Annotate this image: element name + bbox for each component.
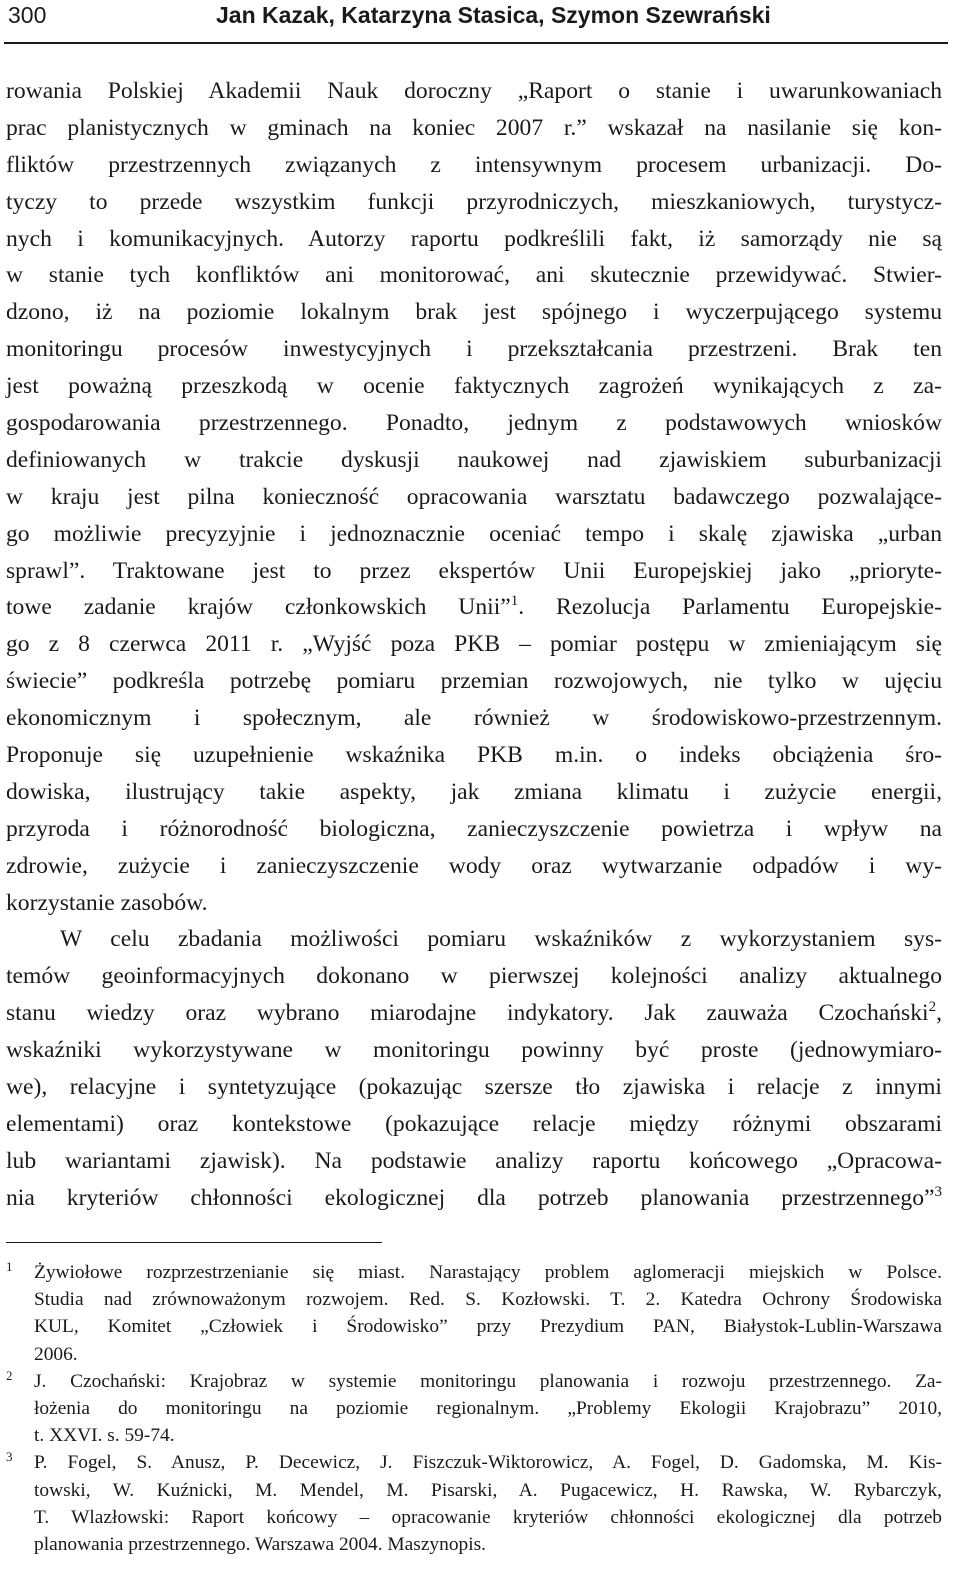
- text-line: tyczy to przede wszystkim funkcji przyrodniczych, mieszkaniowych, turystycz-: [6, 188, 942, 215]
- text-line: ekonomicznym i społecznym, ale również w środowiskowo-przestrzennym.: [6, 705, 942, 732]
- text-line: we), relacyjne i syntetyzujące (pokazując szersze tło zjawiska i relacje z innymi: [6, 1074, 942, 1101]
- footnotes: [6, 1259, 942, 1558]
- text-line: [6, 1180, 942, 1217]
- running-head-authors: Jan Kazak, Katarzyna Stasica, Szymon Szewrański: [216, 2, 771, 28]
- footnote-ref-3[interactable]: 3: [934, 1183, 942, 1200]
- footnote-line: J. Czochański: Krajobraz w systemie monitoringu planowania i rozwoju przestrzennego. Za-: [34, 1370, 942, 1392]
- text-fragment: nia kryteriów chłonności ekologicznej dla potrzeb planowania przestrzennego”: [6, 1184, 935, 1211]
- footnote-1: [6, 1259, 942, 1368]
- footnote-line: łożenia do monitoringu na poziomie regionalnym. „Problemy Ekologii Krajobrazu” 2010,: [34, 1397, 942, 1419]
- footnote-line: Żywiołowe rozprzestrzenianie się miast. Narastający problem aglomeracji miejskich w Polsce.: [34, 1262, 942, 1283]
- text-line: [6, 995, 942, 1032]
- text-line: go z 8 czerwca 2011 r. „Wyjść poza PKB – pomiar postępu w zmieniającym się: [6, 631, 942, 658]
- footnote-line: 2006.: [34, 1343, 78, 1365]
- text-line: sprawl”. Traktowane jest to przez ekspertów Unii Europejskiej jako „prioryte-: [6, 557, 942, 584]
- text-line: rowania Polskiej Akademii Nauk doroczny „Raport o stanie i uwarunkowaniach: [6, 78, 942, 104]
- text-line: wskaźniki wykorzystywane w monitoringu powinny być proste (jednowymiaro-: [6, 1037, 942, 1064]
- text-line: [6, 589, 942, 626]
- text-line: dowiska, ilustrujący takie aspekty, jak zmiana klimatu i zużycie energii,: [6, 778, 942, 805]
- page-header: [8, 0, 952, 38]
- text-line: dzono, iż na poziomie lokalnym brak jest spójnego i wyczerpującego systemu: [6, 299, 942, 326]
- text-line: przyroda i różnorodność biologiczna, zanieczyszczenie powietrza i wpływ na: [6, 815, 942, 842]
- footnote-line: t. XXVI. s. 59-74.: [34, 1425, 175, 1447]
- footnote-line: planowania przestrzennego. Warszawa 2004. Maszynopis.: [34, 1533, 486, 1555]
- header-rule: [4, 42, 948, 44]
- footnote-mark: 3: [6, 1449, 13, 1465]
- text-line: W celu zbadania możliwości pomiaru wskaźników z wykorzystaniem sys-: [60, 926, 942, 953]
- footnote-3: [6, 1449, 942, 1558]
- text-line: korzystanie zasobów.: [6, 889, 208, 916]
- text-fragment: towe zadanie krajów członkowskich Unii”: [6, 594, 511, 621]
- paragraph-1: [6, 73, 942, 921]
- footnote-mark: 2: [6, 1367, 13, 1383]
- footnote-ref-1[interactable]: 1: [510, 593, 519, 610]
- text-fragment: ,: [936, 1000, 942, 1027]
- text-line: definiowanych w trakcie dyskusji naukowej nad zjawiskiem suburbanizacji: [6, 446, 942, 473]
- main-text: [6, 73, 942, 1217]
- text-line: w kraju jest pilna konieczność opracowania warsztatu badawczego pozwalające-: [6, 483, 942, 510]
- text-line: Proponuje się uzupełnienie wskaźnika PKB m.in. o indeks obciążenia śro-: [6, 742, 942, 769]
- footnote-mark: 1: [6, 1259, 13, 1274]
- footnote-separator: [6, 1242, 382, 1243]
- text-line: lub wariantami zjawisk). Na podstawie analizy raportu końcowego „Opracowa-: [6, 1147, 942, 1174]
- footnote-line: T. Wlazłowski: Raport końcowy – opracowanie kryteriów chłonności ekologicznej dla potrzeb: [34, 1506, 942, 1528]
- text-line: w stanie tych konfliktów ani monitorować, ani skutecznie przewidywać. Stwier-: [6, 262, 942, 289]
- footnote-line: towski, W. Kuźnicki, M. Mendel, M. Pisarski, A. Pugacewicz, H. Rawska, W. Rybarczyk,: [34, 1479, 942, 1501]
- text-line: prac planistycznych w gminach na koniec 2007 r.” wskazał na nasilanie się kon-: [6, 114, 942, 141]
- text-line: monitoringu procesów inwestycyjnych i przekształcania przestrzeni. Brak ten: [6, 336, 942, 363]
- text-line: go możliwie precyzyjnie i jednoznacznie oceniać tempo i skalę zjawiska „urban: [6, 520, 942, 547]
- text-line: temów geoinformacyjnych dokonano w pierwszej kolejności analizy aktualnego: [6, 963, 942, 990]
- text-line: gospodarowania przestrzennego. Ponadto, jednym z podstawowych wniosków: [6, 410, 942, 437]
- text-fragment: stanu wiedzy oraz wybrano miarodajne indykatory. Jak zauważa Czochański: [6, 1000, 929, 1027]
- text-fragment: . Rezolucja Parlamentu Europejskie-: [518, 594, 942, 621]
- text-line: zdrowie, zużycie i zanieczyszczenie wody oraz wytwarzanie odpadów i wy-: [6, 852, 942, 879]
- text-line: świecie” podkreśla potrzebę pomiaru przemian rozwojowych, nie tylko w ujęciu: [6, 668, 942, 695]
- text-line: jest poważną przeszkodą w ocenie faktycznych zagrożeń wynikających z za-: [6, 373, 942, 400]
- footnote-line: KUL, Komitet „Człowiek i Środowisko” przy Prezydium PAN, Białystok-Lublin-Warszawa: [34, 1316, 942, 1338]
- footnote-ref-2[interactable]: 2: [928, 999, 937, 1016]
- footnote-line: Studia nad zrównoważonym rozwojem. Red. S. Kozłowski. T. 2. Katedra Ochrony Środowiska: [34, 1289, 942, 1311]
- text-line: elementami) oraz kontekstowe (pokazujące relacje między różnymi obszarami: [6, 1110, 942, 1137]
- footnote-line: P. Fogel, S. Anusz, P. Decewicz, J. Fiszczuk-Wiktorowicz, A. Fogel, D. Gadomska, M. Kis-: [34, 1452, 942, 1474]
- text-line: nych i komunikacyjnych. Autorzy raportu podkreślili fakt, iż samorządy nie są: [6, 225, 942, 252]
- paragraph-2: [6, 921, 942, 1216]
- text-line: fliktów przestrzennych związanych z intensywnym procesem urbanizacji. Do-: [6, 151, 942, 178]
- footnote-2: [6, 1368, 942, 1450]
- page-number: 300: [8, 2, 47, 28]
